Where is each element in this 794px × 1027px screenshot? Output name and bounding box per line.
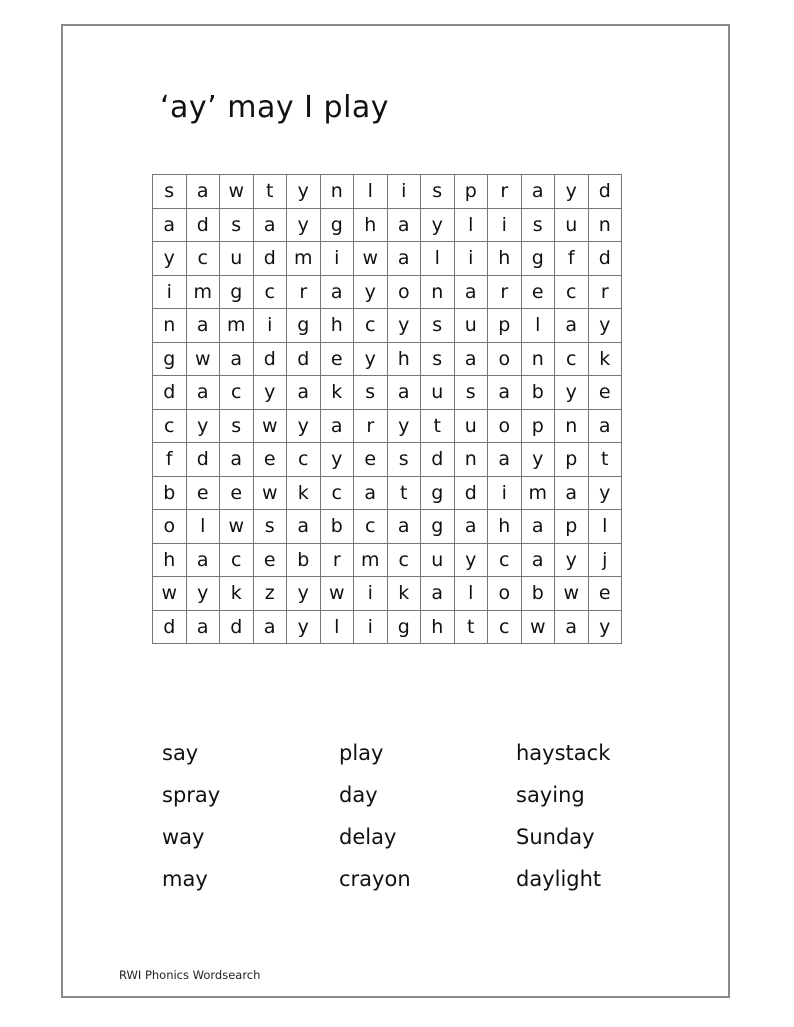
grid-row <box>153 443 622 477</box>
word-list-item: delay <box>339 825 397 849</box>
grid-cell: a <box>588 409 622 443</box>
grid-cell: d <box>588 175 622 209</box>
grid-cell: a <box>454 510 488 544</box>
page-title: ‘ay’ may I play <box>160 90 390 125</box>
word-list-item: daylight <box>516 867 602 891</box>
grid-cell: h <box>488 510 522 544</box>
grid-cell: y <box>454 543 488 577</box>
word-list-item: saying <box>516 783 585 807</box>
grid-cell: a <box>421 577 455 611</box>
grid-cell: k <box>588 342 622 376</box>
grid-cell: p <box>555 443 589 477</box>
grid-cell: g <box>220 275 254 309</box>
grid-cell: y <box>387 409 421 443</box>
grid-row <box>153 376 622 410</box>
grid-cell: y <box>186 409 220 443</box>
grid-cell: s <box>153 175 187 209</box>
grid-cell: u <box>454 409 488 443</box>
grid-row <box>153 476 622 510</box>
grid-cell: a <box>387 376 421 410</box>
grid-cell: d <box>588 242 622 276</box>
grid-cell: b <box>153 476 187 510</box>
grid-cell: p <box>454 175 488 209</box>
grid-cell: k <box>287 476 321 510</box>
grid-cell: w <box>153 577 187 611</box>
grid-cell: a <box>186 610 220 644</box>
grid-cell: i <box>488 208 522 242</box>
grid-cell: y <box>521 443 555 477</box>
grid-cell: n <box>588 208 622 242</box>
grid-cell: l <box>186 510 220 544</box>
grid-cell: y <box>555 376 589 410</box>
grid-cell: c <box>555 342 589 376</box>
grid-cell: c <box>387 543 421 577</box>
grid-cell: a <box>354 476 388 510</box>
grid-cell: n <box>153 309 187 343</box>
grid-cell: w <box>555 577 589 611</box>
grid-cell: a <box>488 376 522 410</box>
grid-cell: y <box>287 577 321 611</box>
grid-cell: n <box>454 443 488 477</box>
grid-cell: i <box>387 175 421 209</box>
grid-cell: b <box>320 510 354 544</box>
grid-cell: f <box>153 443 187 477</box>
grid-cell: r <box>488 275 522 309</box>
word-list-item: crayon <box>339 867 411 891</box>
grid-cell: k <box>320 376 354 410</box>
grid-row <box>153 610 622 644</box>
grid-cell: c <box>488 543 522 577</box>
grid-cell: y <box>354 342 388 376</box>
grid-cell: g <box>320 208 354 242</box>
grid-cell: a <box>555 309 589 343</box>
grid-cell: o <box>387 275 421 309</box>
grid-cell: e <box>354 443 388 477</box>
grid-cell: u <box>220 242 254 276</box>
grid-cell: y <box>588 309 622 343</box>
grid-cell: s <box>387 443 421 477</box>
grid-cell: a <box>521 510 555 544</box>
grid-cell: d <box>153 610 187 644</box>
grid-cell: m <box>220 309 254 343</box>
grid-cell: c <box>220 543 254 577</box>
grid-cell: c <box>354 510 388 544</box>
grid-cell: z <box>253 577 287 611</box>
grid-cell: i <box>354 577 388 611</box>
grid-cell: e <box>320 342 354 376</box>
grid-cell: a <box>186 543 220 577</box>
grid-cell: g <box>421 510 455 544</box>
grid-cell: p <box>521 409 555 443</box>
word-list-item: haystack <box>516 741 611 765</box>
grid-cell: r <box>320 543 354 577</box>
grid-cell: e <box>253 443 287 477</box>
grid-cell: y <box>421 208 455 242</box>
word-list-item: spray <box>162 783 221 807</box>
grid-cell: y <box>588 476 622 510</box>
grid-cell: o <box>488 409 522 443</box>
grid-cell: e <box>253 543 287 577</box>
grid-cell: s <box>253 510 287 544</box>
grid-cell: r <box>354 409 388 443</box>
grid-cell: o <box>488 577 522 611</box>
word-list-item: say <box>162 741 199 765</box>
grid-cell: o <box>488 342 522 376</box>
grid-cell: g <box>153 342 187 376</box>
grid-row <box>153 208 622 242</box>
grid-cell: j <box>588 543 622 577</box>
grid-cell: w <box>320 577 354 611</box>
grid-cell: t <box>253 175 287 209</box>
grid-cell: d <box>454 476 488 510</box>
grid-cell: u <box>421 543 455 577</box>
grid-cell: l <box>521 309 555 343</box>
footer-text: RWI Phonics Wordsearch <box>119 968 261 982</box>
grid-cell: n <box>555 409 589 443</box>
grid-cell: g <box>287 309 321 343</box>
grid-cell: c <box>488 610 522 644</box>
grid-cell: a <box>488 443 522 477</box>
grid-cell: c <box>153 409 187 443</box>
grid-cell: c <box>220 376 254 410</box>
grid-cell: l <box>454 577 488 611</box>
grid-cell: u <box>555 208 589 242</box>
grid-cell: y <box>555 175 589 209</box>
grid-cell: y <box>320 443 354 477</box>
grid-cell: h <box>153 543 187 577</box>
grid-cell: s <box>220 208 254 242</box>
grid-row <box>153 175 622 209</box>
grid-cell: n <box>521 342 555 376</box>
grid-cell: y <box>153 242 187 276</box>
grid-cell: b <box>521 376 555 410</box>
word-list-item: day <box>339 783 378 807</box>
grid-cell: u <box>454 309 488 343</box>
grid-cell: s <box>354 376 388 410</box>
grid-cell: y <box>253 376 287 410</box>
grid-cell: a <box>320 275 354 309</box>
grid-cell: d <box>287 342 321 376</box>
grid-cell: w <box>521 610 555 644</box>
grid-cell: e <box>521 275 555 309</box>
grid-cell: l <box>421 242 455 276</box>
grid-cell: e <box>588 577 622 611</box>
grid-cell: s <box>421 175 455 209</box>
word-list <box>162 738 642 894</box>
grid-cell: k <box>220 577 254 611</box>
grid-cell: m <box>186 275 220 309</box>
grid-cell: a <box>220 443 254 477</box>
grid-cell: i <box>320 242 354 276</box>
grid-row <box>153 309 622 343</box>
grid-cell: i <box>153 275 187 309</box>
grid-cell: y <box>387 309 421 343</box>
grid-cell: c <box>354 309 388 343</box>
grid-cell: a <box>220 342 254 376</box>
grid-cell: a <box>320 409 354 443</box>
grid-cell: i <box>354 610 388 644</box>
grid-cell: h <box>320 309 354 343</box>
grid-cell: w <box>354 242 388 276</box>
grid-row <box>153 543 622 577</box>
grid-cell: a <box>454 275 488 309</box>
grid-cell: e <box>588 376 622 410</box>
grid-row <box>153 409 622 443</box>
grid-cell: r <box>287 275 321 309</box>
grid-cell: h <box>387 342 421 376</box>
grid-cell: r <box>488 175 522 209</box>
grid-cell: a <box>387 242 421 276</box>
grid-cell: a <box>555 476 589 510</box>
grid-cell: b <box>521 577 555 611</box>
grid-cell: c <box>253 275 287 309</box>
word-list-item: may <box>162 867 208 891</box>
grid-cell: w <box>253 409 287 443</box>
grid-cell: c <box>287 443 321 477</box>
grid-cell: k <box>387 577 421 611</box>
grid-row <box>153 510 622 544</box>
grid-cell: n <box>320 175 354 209</box>
grid-cell: i <box>454 242 488 276</box>
grid-cell: d <box>253 242 287 276</box>
grid-cell: h <box>354 208 388 242</box>
grid-cell: d <box>253 342 287 376</box>
grid-cell: w <box>220 510 254 544</box>
grid-cell: a <box>387 208 421 242</box>
grid-cell: d <box>421 443 455 477</box>
grid-cell: t <box>421 409 455 443</box>
grid-cell: a <box>287 510 321 544</box>
grid-cell: s <box>220 409 254 443</box>
word-list-item: play <box>339 741 384 765</box>
grid-cell: p <box>488 309 522 343</box>
grid-cell: w <box>186 342 220 376</box>
grid-cell: w <box>253 476 287 510</box>
grid-cell: w <box>220 175 254 209</box>
grid-cell: y <box>287 610 321 644</box>
grid-cell: t <box>454 610 488 644</box>
grid-cell: b <box>287 543 321 577</box>
word-list-item: way <box>162 825 205 849</box>
wordsearch-grid <box>152 174 622 644</box>
grid-cell: d <box>186 443 220 477</box>
grid-cell: d <box>220 610 254 644</box>
grid-row <box>153 242 622 276</box>
grid-cell: a <box>253 610 287 644</box>
grid-cell: h <box>488 242 522 276</box>
grid-cell: c <box>320 476 354 510</box>
grid-cell: a <box>186 175 220 209</box>
grid-cell: m <box>354 543 388 577</box>
grid-cell: g <box>387 610 421 644</box>
grid-cell: i <box>253 309 287 343</box>
grid-cell: y <box>287 175 321 209</box>
grid-cell: a <box>387 510 421 544</box>
grid-cell: a <box>153 208 187 242</box>
grid-cell: n <box>421 275 455 309</box>
grid-cell: h <box>421 610 455 644</box>
grid-cell: s <box>421 309 455 343</box>
grid-cell: a <box>253 208 287 242</box>
grid-cell: t <box>588 443 622 477</box>
grid-cell: l <box>588 510 622 544</box>
grid-cell: d <box>153 376 187 410</box>
grid-cell: g <box>421 476 455 510</box>
grid-cell: y <box>186 577 220 611</box>
grid-cell: p <box>555 510 589 544</box>
grid-cell: u <box>421 376 455 410</box>
grid-cell: l <box>354 175 388 209</box>
word-list-item: Sunday <box>516 825 595 849</box>
grid-cell: a <box>287 376 321 410</box>
grid-cell: r <box>588 275 622 309</box>
grid-cell: l <box>320 610 354 644</box>
grid-cell: m <box>521 476 555 510</box>
grid-cell: o <box>153 510 187 544</box>
grid-cell: e <box>186 476 220 510</box>
grid-cell: l <box>454 208 488 242</box>
grid-cell: a <box>186 376 220 410</box>
grid-cell: a <box>454 342 488 376</box>
grid-cell: c <box>555 275 589 309</box>
grid-cell: y <box>555 543 589 577</box>
grid-cell: a <box>186 309 220 343</box>
grid-cell: a <box>521 543 555 577</box>
grid-cell: m <box>287 242 321 276</box>
grid-cell: y <box>287 208 321 242</box>
grid-row <box>153 577 622 611</box>
grid-cell: y <box>354 275 388 309</box>
grid-cell: f <box>555 242 589 276</box>
grid-row <box>153 275 622 309</box>
grid-cell: e <box>220 476 254 510</box>
grid-cell: g <box>521 242 555 276</box>
grid-cell: a <box>555 610 589 644</box>
grid-cell: t <box>387 476 421 510</box>
grid-cell: a <box>521 175 555 209</box>
grid-cell: s <box>454 376 488 410</box>
grid-row <box>153 342 622 376</box>
grid-cell: c <box>186 242 220 276</box>
grid-cell: y <box>588 610 622 644</box>
grid-cell: d <box>186 208 220 242</box>
grid-cell: i <box>488 476 522 510</box>
grid-cell: s <box>421 342 455 376</box>
grid-cell: y <box>287 409 321 443</box>
grid-cell: s <box>521 208 555 242</box>
